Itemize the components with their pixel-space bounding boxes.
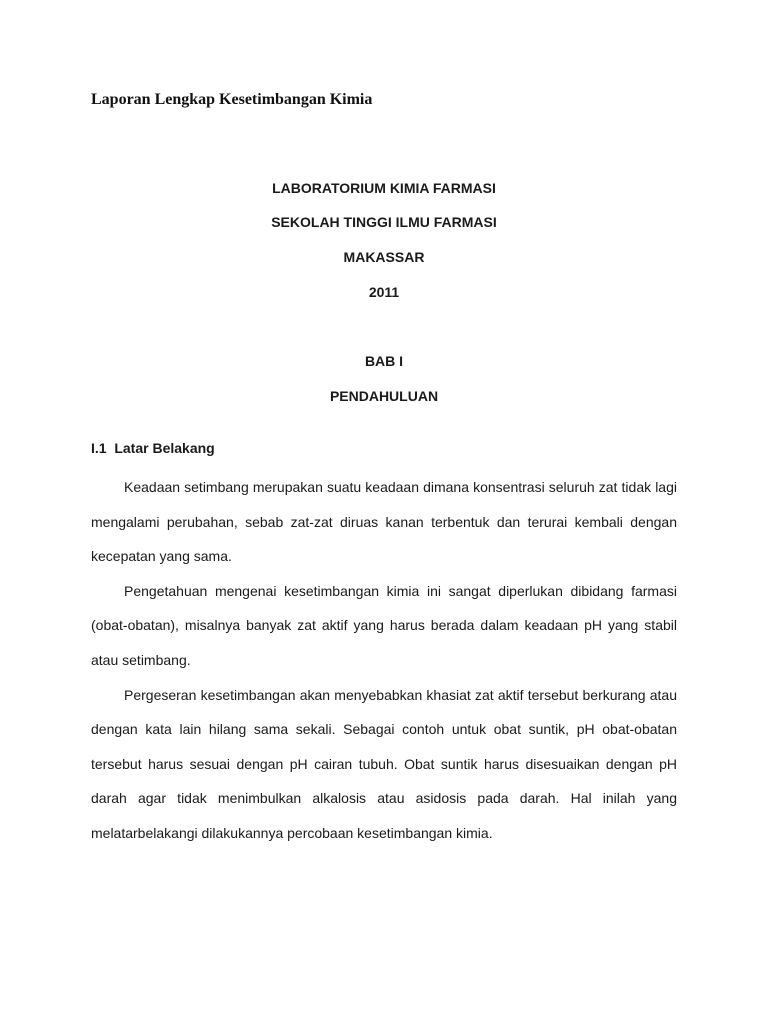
section-heading: I.1 Latar Belakang	[91, 440, 215, 456]
paragraph: Pengetahuan mengenai kesetimbangan kimia ini sangat diperlukan dibidang farmasi (obat-obatan), misalnya banyak zat aktif yang harus berada dalam keadaan pH yang stabil atau setimbang.	[91, 582, 677, 668]
paragraph: Keadaan setimbang merupakan suatu keadaan dimana konsentrasi seluruh zat tidak lagi mengalami perubahan, sebab zat-zat diruas kanan terbentuk dan terurai kembali dengan kecepatan yang sama.	[91, 479, 677, 565]
school-name: SEKOLAH TINGGI ILMU FARMASI	[271, 214, 497, 230]
lab-name: LABORATORIUM KIMIA FARMASI	[272, 180, 496, 196]
chapter-title: PENDAHULUAN	[329, 388, 439, 404]
section-body	[91, 470, 677, 851]
paragraph: Pergeseran kesetimbangan akan menyebabkan khasiat zat aktif tersebut berkurang atau dengan kata lain hilang sama sekali. Sebagai contoh untuk obat suntik, pH obat-obatan tersebut harus sesuai dengan pH cairan tubuh. Obat suntik harus disesuaikan dengan pH darah agar tidak menimbulkan alkalosis atau asidosis pada darah. Hal inilah yang melatarbelakangi dilakukannya percobaan kesetimbangan kimia.	[91, 686, 677, 841]
document-title: Laporan Lengkap Kesetimbangan Kimia	[91, 91, 373, 108]
city-name: MAKASSAR	[343, 249, 425, 265]
year: 2011	[368, 284, 400, 300]
chapter-number: BAB I	[364, 353, 404, 369]
